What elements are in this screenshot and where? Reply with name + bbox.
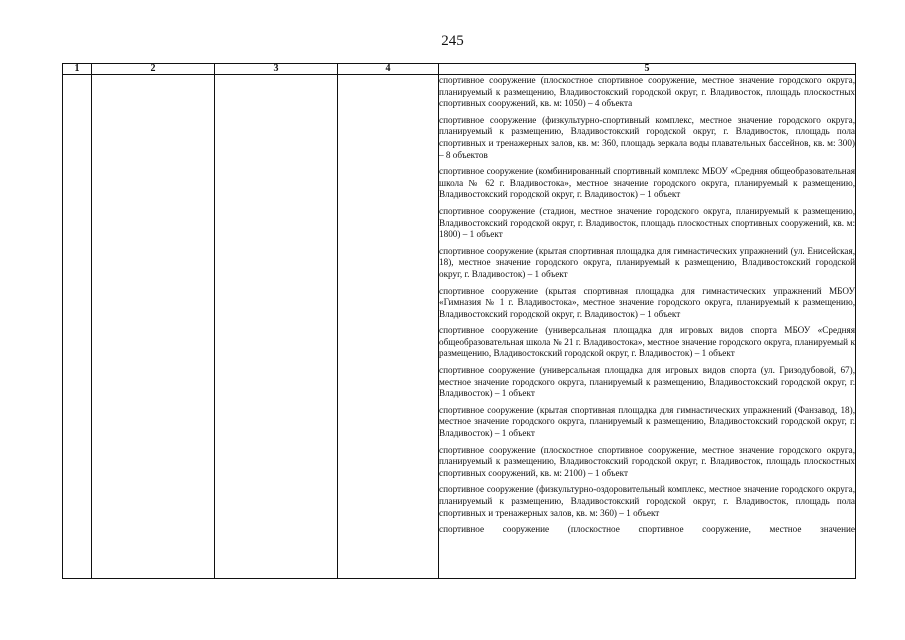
entry-text: спортивное сооружение (крытая спортивная площадка для гимнастических упражнений МБОУ «Гимназия № 1 г. Владивостока», местное значение городского округа, планируемый к размещению, Владивостокский городской округ, г. Владивосток) – 1 объект [439,285,855,319]
entry-text: спортивное сооружение (универсальная площадка для игровых видов спорта МБОУ «Средняя общеобразовательная школа № 21 г. Владивостока», местное значение городского округа, планируемый к размещению, Владивостокский городской округ, г. Владивосток) – 1 объект [439,325,855,359]
column-header-5: 5 [439,64,856,75]
entry-text: спортивное сооружение (крытая спортивная площадка для гимнастических упражнений (ул. Енисейская, 18), местное значение городского округа, планируемый к размещению, Владивостокский городской округ, г. Владивосток) – 1 объект [439,245,855,279]
document-table [62,63,856,579]
entry-text: спортивное сооружение (комбинированный спортивный комплекс МБОУ «Средняя общеобразовательная школа № 62 г. Владивостока», местное значение городского округа, планируемый к размещению, Владивостокский городской округ, г. Владивосток) – 1 объект [439,166,855,200]
page-number: 245 [441,33,464,49]
column-header-4: 4 [338,64,439,75]
column-header-2: 2 [92,64,215,75]
cell-column-4 [338,75,439,579]
entry-text: спортивное сооружение (плоскостное спортивное сооружение, местное значение городского округа, планируемый к размещению, Владивостокский городской округ, г. Владивосток, площадь плоскостных спортивных сооружений, кв. м: 2100) – 1 объект [439,444,855,478]
entry-text: спортивное сооружение (плоскостное спортивное сооружение, местное значение городского округа, планируемый к размещению, Владивостокский городской округ, г. Владивосток, площадь плоскостных спортивных сооружений, кв. м: 1050) – 4 объекта [439,75,855,109]
entry-text: спортивное сооружение (физкультурно-оздоровительный комплекс, местное значение городского округа, планируемый к размещению, Владивостокский городской округ, г. Владивосток, площадь пола спортивных и тренажерных залов, кв. м: 360) – 1 объект [439,484,855,518]
table-row [63,75,856,579]
entry-text-continued: спортивное сооружение (плоскостное спортивное сооружение, местное значение [439,524,855,535]
cell-column-1 [63,75,92,579]
cell-column-3 [215,75,338,579]
column-header-1: 1 [63,64,92,75]
cell-column-2 [92,75,215,579]
header-row [63,64,856,75]
entry-text: спортивное сооружение (стадион, местное значение городского округа, планируемый к размещению, Владивостокский городской округ, г. Владивосток, площадь плоскостных спортивных сооружений, кв. м: 1800) – 1 объект [439,205,855,240]
column-header-3: 3 [215,64,338,75]
entry-text: спортивное сооружение (универсальная площадка для игровых видов спорта (ул. Гризодубовой, 67), местное значение городского округа, планируемый к размещению, Владивостокский городской округ, г. Владивосток) – 1 объект [439,365,855,399]
entry-text: спортивное сооружение (крытая спортивная площадка для гимнастических упражнений (Фанзавод, 18), местное значение городского округа, планируемый к размещению, Владивостокский городской округ, г. Владивосток) – 1 объект [439,404,855,439]
entry-text: спортивное сооружение (физкультурно-спортивный комплекс, местное значение городского округа, планируемый к размещению, Владивостокский городской округ, г. Владивосток, площадь пола спортивных и тренажерных залов, кв. м: 360, площадь зеркала воды плавательных бассейнов, кв. м: 300) – 8 объектов [439,114,855,160]
cell-column-5 [439,75,856,579]
